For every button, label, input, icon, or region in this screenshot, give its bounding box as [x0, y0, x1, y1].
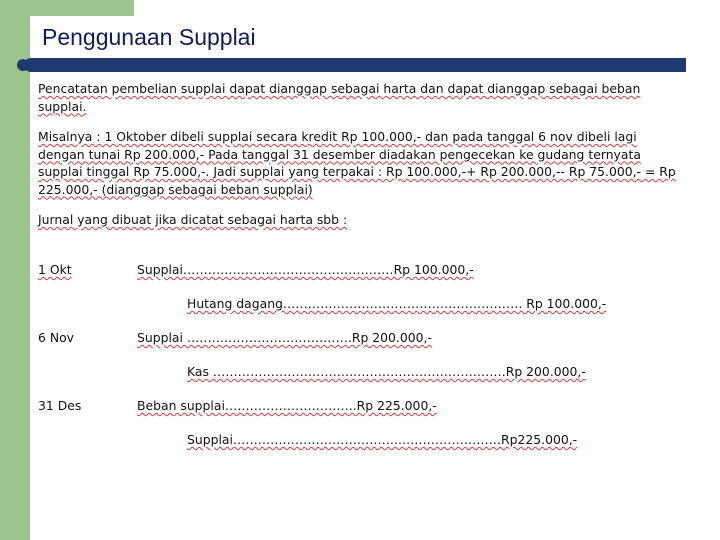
left-green-strip — [0, 0, 30, 540]
paragraph-intro: Pencatatan pembelian supplai dapat dianggap sebagai harta dan dapat dianggap sebagai beban supplai. — [38, 81, 641, 114]
journal-credit-2: Kas ……………………………..………………………………Rp 200.000,- — [187, 364, 586, 379]
journal-debit-1: Supplai……………………………………………Rp 100.000,- — [137, 262, 474, 277]
title-underline-bar — [24, 58, 686, 72]
journal-debit-3: Beban supplai…………………………..Rp 225.000,- — [137, 398, 437, 413]
paragraph-journal-intro: Jurnal yang dibuat jika dicatat sebagai harta sbb : — [38, 212, 348, 227]
journal-date-1: 1 Okt — [38, 262, 72, 277]
journal-debit-2: Supplai ………………………………….Rp 200.000,- — [137, 330, 432, 345]
journal-date-3: 31 Des — [38, 398, 82, 413]
journal-credit-1: Hutang dagang…………………………………………………. Rp 100.000,- — [187, 296, 607, 311]
slide-body — [38, 80, 686, 242]
journal-date-2: 6 Nov — [38, 330, 75, 345]
journal-credit-3: Supplai…………………………………..……………………Rp225.000,- — [187, 432, 578, 447]
slide-title: Penggunaan Supplai — [42, 24, 256, 50]
paragraph-example: Misalnya : 1 Oktober dibeli supplai secara kredit Rp 100.000,- dan pada tanggal 6 nov dibeli lagi dengan tunai Rp 200.000,- Pada tanggal 31 desember diadakan pengecekan ke gudang ternyata supplai tinggal Rp 75.000,-. Jadi supplai yang terpakai : Rp 100.000,-+ Rp 200.000,-- Rp 75.000,- = Rp 225.000,- (dianggap sebagai beban supplai) — [38, 129, 676, 197]
top-green-block — [30, 0, 134, 16]
